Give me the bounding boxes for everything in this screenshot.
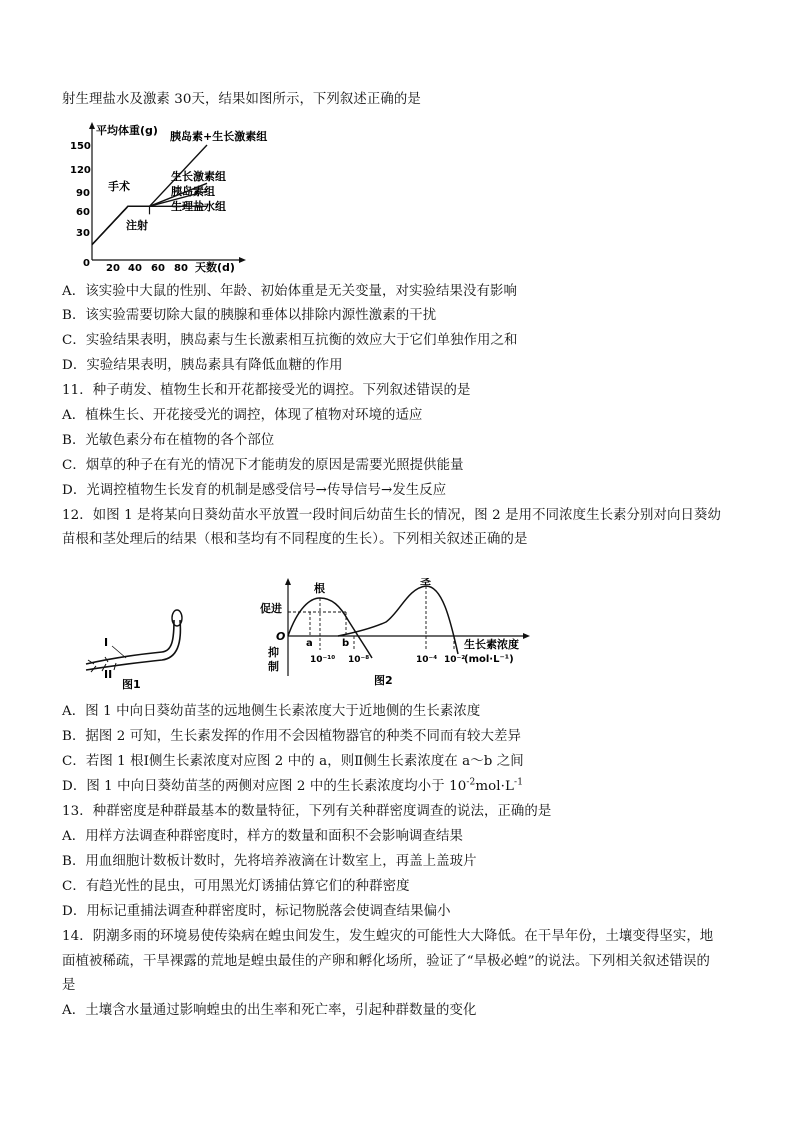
fig2-x-label: 生长素浓度 <box>464 638 519 651</box>
fig2-tick: 10⁻¹⁰ <box>310 655 336 665</box>
q10-option-d: D．实验结果表明，胰岛素具有降低血糖的作用 <box>62 358 343 373</box>
fig2-root-curve <box>288 598 372 658</box>
weight-y-tick: 90 <box>76 188 90 199</box>
q12-stem-line-2: 苗根和茎处理后的结果（根和茎均有不同程度的生长）。下列相关叙述正确的是 <box>62 532 528 547</box>
fig2-y-pos-label: 促进 <box>260 602 282 615</box>
weight-y-tick: 30 <box>76 228 90 239</box>
q13-option-d: D．用标记重捕法调查种群密度时，标记物脱落会使调查结果偏小 <box>62 904 451 919</box>
fig2-root-label: 根 <box>314 582 325 595</box>
fig2-stem-label: 茎 <box>420 578 431 587</box>
q10-option-b: B．该实验需要切除大鼠的胰腺和垂体以排除内源性激素的干扰 <box>62 308 437 323</box>
q13-option-b: B．用血细胞计数板计数时，先将培养液滴在计数室上，再盖上盖玻片 <box>62 854 477 869</box>
q10-option-a: A．该实验中大鼠的性别、年龄、初始体重是无关变量，对实验结果没有影响 <box>62 284 517 299</box>
weight-series-label: 生理盐水组 <box>171 200 226 213</box>
figure-1-caption: 图1 <box>122 678 141 690</box>
weight-x-label: 天数(d) <box>195 261 235 274</box>
fig2-y-arrow <box>285 578 291 585</box>
weight-surgery-label: 手术 <box>108 180 130 193</box>
weight-x-tick: 20 <box>106 263 120 274</box>
q12-option-d-exp: -2 <box>466 777 476 788</box>
figure-2 <box>258 578 538 690</box>
figure-2-caption: 图2 <box>374 674 393 687</box>
fig2-x-unit: (mol·L⁻¹) <box>464 654 514 665</box>
q13-stem: 13．种群密度是种群最基本的数量特征，下列有关种群密度调查的说法，正确的是 <box>62 804 552 819</box>
fig2-label-a: a <box>306 638 313 649</box>
q12-option-d-unit: mol·L <box>475 779 515 794</box>
seedling-cotyledon <box>172 610 182 626</box>
q12-option-d-unit-exp: -1 <box>514 777 524 788</box>
weight-x-tick: 40 <box>128 263 142 274</box>
q14-option-a: A．土壤含水量通过影响蝗虫的出生率和死亡率，引起种群数量的变化 <box>62 1003 477 1018</box>
q11-option-b: B．光敏色素分布在植物的各个部位 <box>62 433 275 448</box>
q13-option-c: C．有趋光性的昆虫，可用黑光灯诱捕估算它们的种群密度 <box>62 879 410 894</box>
q12-stem-line-1: 12．如图 1 是将某向日葵幼苗水平放置一段时间后幼苗生长的情况，图 2 是用不同浓度生长素分别对向日葵幼 <box>62 508 721 523</box>
q14-stem-line-1: 14．阴潮多雨的环境易使传染病在蝗虫间发生，发生蝗灾的可能性大大降低。在干旱年份，土壤变得坚实，地 <box>62 929 714 944</box>
weight-series-label: 胰岛素+生长激素组 <box>170 130 268 143</box>
weight-chart <box>62 116 302 276</box>
weight-x-tick: 60 <box>151 263 165 274</box>
fig2-stem-curve <box>338 586 458 654</box>
fig2-tick: 10⁻⁴ <box>416 655 438 665</box>
weight-y-tick: 60 <box>76 207 90 218</box>
seedling-stem-lower <box>86 620 180 670</box>
fig2-y-neg-label: 抑 <box>268 646 279 659</box>
fig2-x-arrow <box>523 633 530 639</box>
figure-2-auxin-chart <box>258 578 538 690</box>
fig2-label-b: b <box>342 638 350 649</box>
q11-option-d: D．光调控植物生长发育的机制是感受信号→传导信号→发生反应 <box>62 483 447 498</box>
q11-stem: 11．种子萌发、植物生长和开花都接受光的调控。下列叙述错误的是 <box>62 383 471 398</box>
fig2-tick: 10⁻⁸ <box>348 655 370 665</box>
q14-stem-line-3: 是 <box>62 978 76 993</box>
fig2-y-neg-label: 制 <box>268 660 279 673</box>
q11-option-a: A．植株生长、开花接受光的调控，体现了植物对环境的适应 <box>62 408 423 423</box>
q11-option-c: C．烟草的种子在有光的情况下才能萌发的原因是需要光照提供能量 <box>62 458 464 473</box>
weight-chart-svg <box>62 116 302 276</box>
fig2-origin: O <box>276 630 286 643</box>
weight-series-label: 生长激素组 <box>171 170 226 183</box>
figure-1 <box>82 600 202 690</box>
weight-x-tick: 0 <box>83 258 90 269</box>
label-II: II <box>104 668 113 681</box>
seedling-stem <box>86 620 174 664</box>
label-I: I <box>104 636 109 649</box>
q14-stem-line-2: 面植被稀疏，干旱裸露的荒地是蝗虫最佳的产卵和孵化场所，验证了“旱极必蝗”的说法。下列相关叙述错误的 <box>62 954 710 969</box>
weight-injection-label: 注射 <box>126 219 148 232</box>
weight-x-arrow <box>239 257 246 263</box>
weight-y-arrow <box>89 122 95 129</box>
q12-option-d <box>62 777 523 797</box>
weight-y-tick: 150 <box>70 141 91 152</box>
weight-y-label: 平均体重(g) <box>96 124 158 137</box>
fig2-tick: 10⁻² <box>444 655 466 665</box>
label-I-pointer <box>112 646 126 658</box>
q12-option-c: C．若图 1 根Ⅰ侧生长素浓度对应图 2 中的 a，则Ⅱ侧生长素浓度在 a～b 之间 <box>62 754 524 769</box>
question-10-stem-continued: 射生理盐水及激素 30天，结果如图所示，下列叙述正确的是 <box>62 92 421 107</box>
weight-y-tick: 120 <box>70 165 91 176</box>
q12-option-a: A．图 1 中向日葵幼苗茎的远地侧生长素浓度大于近地侧的生长素浓度 <box>62 704 481 719</box>
q12-option-d-text: D．图 1 中向日葵幼苗茎的两侧对应图 2 中的生长素浓度均小于 10 <box>62 779 467 794</box>
q12-option-b: B．据图 2 可知，生长素发挥的作用不会因植物器官的种类不同而有较大差异 <box>62 729 521 744</box>
q13-option-a: A．用样方法调查种群密度时，样方的数量和面积不会影响调查结果 <box>62 829 463 844</box>
figure-1-seedling <box>82 600 202 690</box>
weight-series-label: 胰岛素组 <box>171 185 215 198</box>
q10-option-c: C．实验结果表明，胰岛素与生长激素相互抗衡的效应大于它们单独作用之和 <box>62 333 518 348</box>
weight-x-tick: 80 <box>174 263 188 274</box>
